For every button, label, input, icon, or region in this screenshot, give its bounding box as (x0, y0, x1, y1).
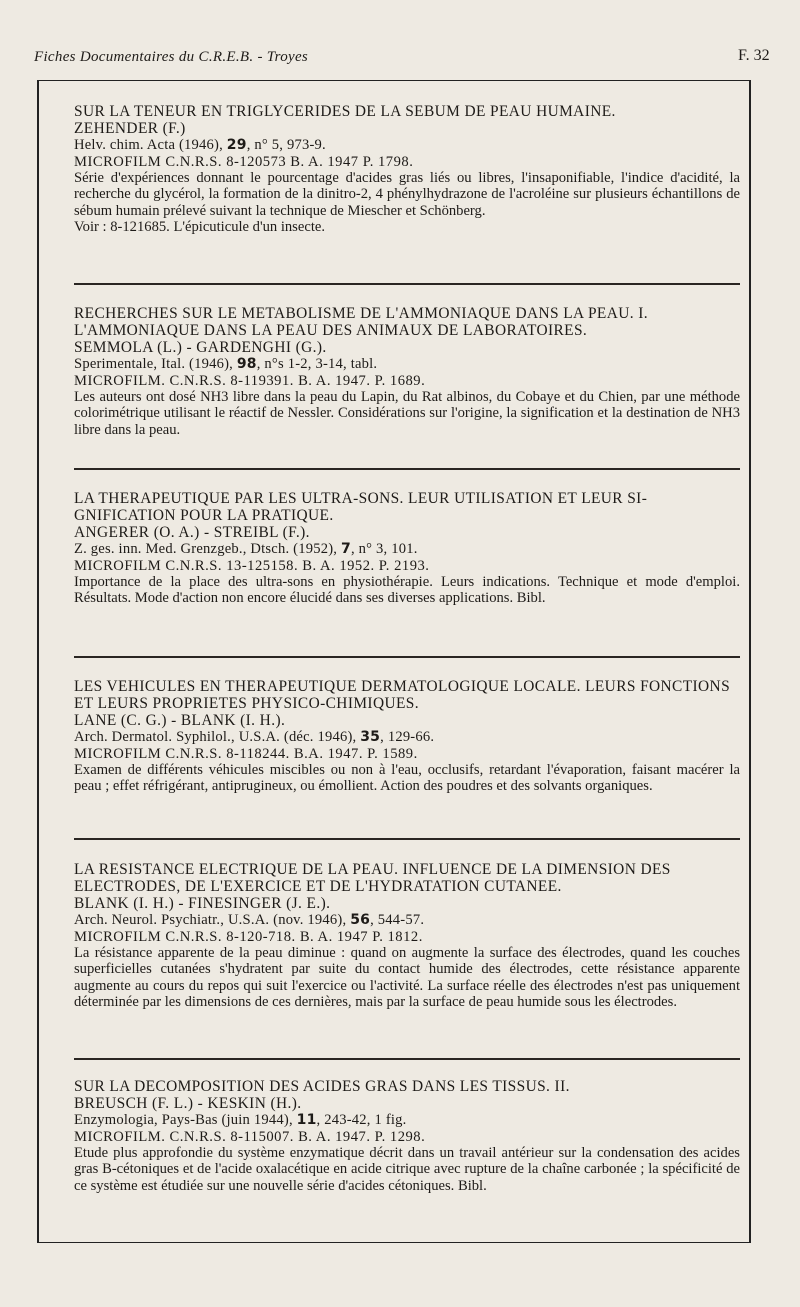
entry-volume: 98 (236, 356, 257, 372)
entry-title: LES VEHICULES EN THERAPEUTIQUE DERMATOLOGIQUE LOCALE. LEURS FONCTIONS ET LEURS PROPRIETES PHYSICO-CHIMIQUES. (74, 678, 731, 712)
entry-5 (74, 861, 740, 1010)
entry-microfilm: MICROFILM C.N.R.S. 13-125158. B. A. 1952. P. 2193. (74, 557, 430, 574)
entry-title: LA RESISTANCE ELECTRIQUE DE LA PEAU. INFLUENCE DE LA DIMENSION DES ELECTRODES, DE L'EXERCICE ET DE L'HYDRATATION CUTANEE. (74, 861, 671, 895)
entry-volume: 56 (350, 912, 371, 928)
entry-source: Arch. Neurol. Psychiatr., U.S.A. (nov. 1946), 56, 544-57. (74, 912, 425, 928)
entry-authors: BLANK (I. H.) - FINESINGER (J. E.). (74, 895, 331, 912)
entry-volume: 11 (296, 1112, 317, 1128)
entry-see-also: Voir : 8-121685. L'épicuticule d'un insecte. (74, 218, 326, 235)
entry-abstract: Examen de différents véhicules miscibles ou non à l'eau, occlusifs, retardant l'évaporation, faisant macérer la peau ; effet réfrigérant, antiprugineux, ou émollient. Action des poudres et des solvants organiques. (74, 762, 740, 795)
page-number: F. 32 (738, 47, 770, 64)
entry-divider (74, 838, 740, 840)
entry-microfilm: MICROFILM. C.N.R.S. 8-119391. B. A. 1947. P. 1689. (74, 372, 426, 389)
journal-header: Fiches Documentaires du C.R.E.B. - Troyes (34, 49, 309, 65)
entry-authors: ZEHENDER (F.) (74, 120, 186, 137)
entry-microfilm: MICROFILM. C.N.R.S. 8-115007. B. A. 1947. P. 1298. (74, 1128, 426, 1145)
entry-title: LA THERAPEUTIQUE PAR LES ULTRA-SONS. LEUR UTILISATION ET LEUR SI-GNIFICATION POUR LA PRATIQUE. (74, 490, 648, 524)
entry-source: Arch. Dermatol. Syphilol., U.S.A. (déc. 1946), 35, 129-66. (74, 729, 435, 745)
entry-2 (74, 305, 740, 438)
entry-abstract: La résistance apparente de la peau diminue : quand on augmente la surface des électrodes, quand les couches superficielles cutanées s'hydratent par suite du contact humide des électrodes, cette résistance apparente augmente au cours du repos qui suit l'exercice ou l'activité. La surface réelle des électrodes n'est pas uniquement déterminée par les dimensions de ces dernières, mais par la surface de peau humide sous les électrodes. (74, 945, 740, 1010)
entry-1 (74, 103, 740, 235)
entry-abstract: Série d'expériences donnant le pourcentage d'acides gras liés ou libres, l'insaponifiable, l'indice d'acidité, la recherche du glycérol, la formation de la dinitro-2, 4 phénylhydrazone de l'acroléine sur plusieurs échantillons de sébum humain prélevé suivant la technique de Miescher et Schönberg. (74, 170, 740, 219)
entry-volume: 35 (360, 729, 381, 745)
entry-6 (74, 1078, 740, 1194)
entry-source: Sperimentale, Ital. (1946), 98, n°s 1-2, 3-14, tabl. (74, 356, 378, 372)
entry-microfilm: MICROFILM C.N.R.S. 8-118244. B.A. 1947. P. 1589. (74, 745, 418, 762)
entry-authors: ANGERER (O. A.) - STREIBL (F.). (74, 524, 310, 541)
entry-source: Enzymologia, Pays-Bas (juin 1944), 11, 243-42, 1 fig. (74, 1112, 407, 1128)
entry-divider (74, 656, 740, 658)
entry-abstract: Les auteurs ont dosé NH3 libre dans la peau du Lapin, du Rat albinos, du Cobaye et du Chien, par une méthode colorimétrique utilisant le réactif de Nessler. Considérations sur l'origine, la signification et la destination de NH3 libre dans la peau. (74, 389, 740, 438)
entry-source: Helv. chim. Acta (1946), 29, n° 5, 973-9. (74, 137, 326, 153)
entry-divider (74, 468, 740, 470)
entry-volume: 7 (340, 541, 351, 557)
entry-divider (74, 283, 740, 285)
entry-authors: BREUSCH (F. L.) - KESKIN (H.). (74, 1095, 302, 1112)
card-frame (37, 80, 751, 1243)
entry-source: Z. ges. inn. Med. Grenzgeb., Dtsch. (1952), 7, n° 3, 101. (74, 541, 418, 557)
entry-title: RECHERCHES SUR LE METABOLISME DE L'AMMONIAQUE DANS LA PEAU. I. L'AMMONIAQUE DANS LA PEAU DES ANIMAUX DE LABORATOIRES. (74, 305, 648, 339)
entry-authors: SEMMOLA (L.) - GARDENGHI (G.). (74, 339, 327, 356)
entry-authors: LANE (C. G.) - BLANK (I. H.). (74, 712, 286, 729)
entry-title: SUR LA TENEUR EN TRIGLYCERIDES DE LA SEBUM DE PEAU HUMAINE. (74, 103, 616, 120)
entry-3 (74, 490, 740, 607)
entry-abstract: Etude plus approfondie du système enzymatique décrit dans un travail antérieur sur la condensation des acides gras B-cétoniques et de l'acide oxalacétique en acide citrique avec rupture de la chaîne carbonée ; la spécificité de ce système est étudiée sur une nouvelle série d'acides cétoniques. Bibl. (74, 1145, 740, 1194)
entry-volume: 29 (226, 137, 247, 153)
entry-microfilm: MICROFILM C.N.R.S. 8-120-718. B. A. 1947 P. 1812. (74, 928, 423, 945)
entry-microfilm: MICROFILM C.N.R.S. 8-120573 B. A. 1947 P. 1798. (74, 153, 414, 170)
entry-divider (74, 1058, 740, 1060)
entry-title: SUR LA DECOMPOSITION DES ACIDES GRAS DANS LES TISSUS. II. (74, 1078, 570, 1095)
entry-4 (74, 678, 740, 795)
entry-abstract: Importance de la place des ultra-sons en physiothérapie. Leurs indications. Technique et mode d'emploi. Résultats. Mode d'action non encore élucidé dans ses diverses applications. Bibl. (74, 574, 740, 607)
